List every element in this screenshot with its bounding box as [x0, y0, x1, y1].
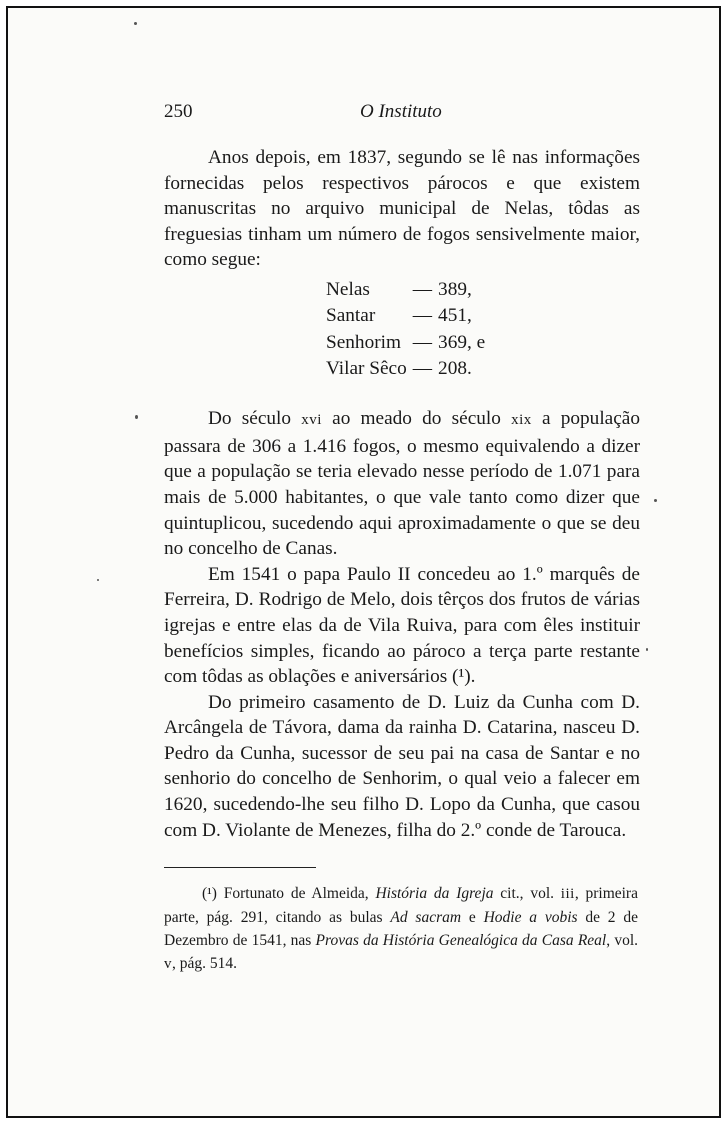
fogos-value: 208.	[438, 357, 472, 379]
footnote-1	[164, 882, 638, 976]
fogos-value: 369, e	[438, 331, 486, 353]
dash-separator: —	[412, 331, 433, 353]
running-title: O Instituto	[360, 101, 442, 122]
fn-title: Provas da História Genealógica da Casa Real	[315, 932, 607, 949]
page-header	[164, 101, 584, 127]
paragraph-1: Anos depois, em 1837, segundo se lê nas informações fornecidas pelos respectivos párocos e que existem manuscritas no arquivo municipal de Nelas, tôdas as freguesias tinham um número de fogos sensivelmente maior, como segue:	[164, 147, 640, 271]
fn-title: História da Igreja	[375, 885, 494, 902]
fn-text: de 2 de Dezembro de 1541, nas	[164, 909, 638, 949]
fn-volume: v	[164, 956, 172, 972]
fogos-value: 389,	[438, 278, 472, 300]
fn-text: cit., vol.	[493, 885, 561, 902]
fn-text: , pág. 514.	[172, 955, 238, 972]
paragraph-3: Em 1541 o papa Paulo II concedeu ao 1.º marquês de Ferreira, D. Rodrigo de Melo, dois têrços dos frutos de várias igrejas e entre elas da de Vila Ruiva, para com êles instituir benefícios simples, ficando ao pároco a terça parte restante com tôdas as oblações e aniversários (¹).	[164, 563, 640, 688]
century-xvi: xvi	[301, 412, 322, 429]
table-row	[326, 277, 485, 303]
fn-title: Hodie a vobis	[483, 909, 578, 926]
dash-separator: —	[412, 305, 433, 327]
footnote-rule	[164, 867, 316, 868]
scan-speck	[134, 22, 137, 25]
table-row	[326, 330, 485, 356]
parish-name: Nelas	[326, 278, 370, 300]
fn-text: (¹) Fortunato de Almeida,	[202, 885, 376, 902]
fn-volume: iii	[560, 886, 575, 902]
p2-text-end: a população passara de 306 a 1.416 fogos, o mesmo equivalendo a dizer que a população se teria elevado nesse período de 1.071 para mais de 5.000 habitantes, o que vale tanto como dizer que quintuplicou, sucedendo aqui aproximadamente o que se deu no concelho de Canas.	[164, 408, 640, 560]
page-number: 250	[164, 101, 193, 122]
paragraph-gap	[164, 382, 640, 406]
paragraph-4: Do primeiro casamento de D. Luiz da Cunha com D. Arcângela de Távora, dama da rainha D. Catarina, nasceu D. Pedro da Cunha, sucessor de seu pai na casa de Santar e no senhorio do concelho de Senhorim, o qual veio a falecer em 1620, sucedendo-lhe seu filho D. Lopo da Cunha, que casou com D. Violante de Menezes, filha do 2.º conde de Tarouca.	[164, 691, 640, 841]
scan-speck	[135, 415, 138, 419]
century-xix: xix	[511, 412, 532, 429]
scan-speck	[654, 499, 657, 502]
fn-text: , vol.	[606, 932, 638, 949]
fn-text: e	[461, 909, 484, 926]
fn-text: , primeira parte, pág. 291, citando as bulas	[164, 885, 638, 926]
fn-title: Ad sacram	[390, 909, 462, 926]
dash-separator: —	[412, 357, 433, 379]
body-text	[164, 145, 640, 843]
paragraph-2	[164, 406, 640, 562]
book-page	[6, 6, 721, 1118]
scan-speck	[97, 579, 99, 581]
footnotes	[164, 882, 638, 976]
parish-fogos-table	[326, 277, 485, 382]
dash-separator: —	[412, 278, 433, 300]
fogos-value: 451,	[438, 305, 472, 327]
p2-text-start: Do século	[208, 408, 302, 430]
parish-name: Senhorim	[326, 331, 401, 353]
table-row	[326, 356, 485, 382]
p2-text-mid: ao meado do século	[321, 408, 512, 430]
table-row	[326, 303, 485, 329]
parish-name: Santar	[326, 305, 376, 327]
scan-speck	[646, 648, 648, 651]
parish-name: Vilar Sêco	[326, 357, 407, 379]
